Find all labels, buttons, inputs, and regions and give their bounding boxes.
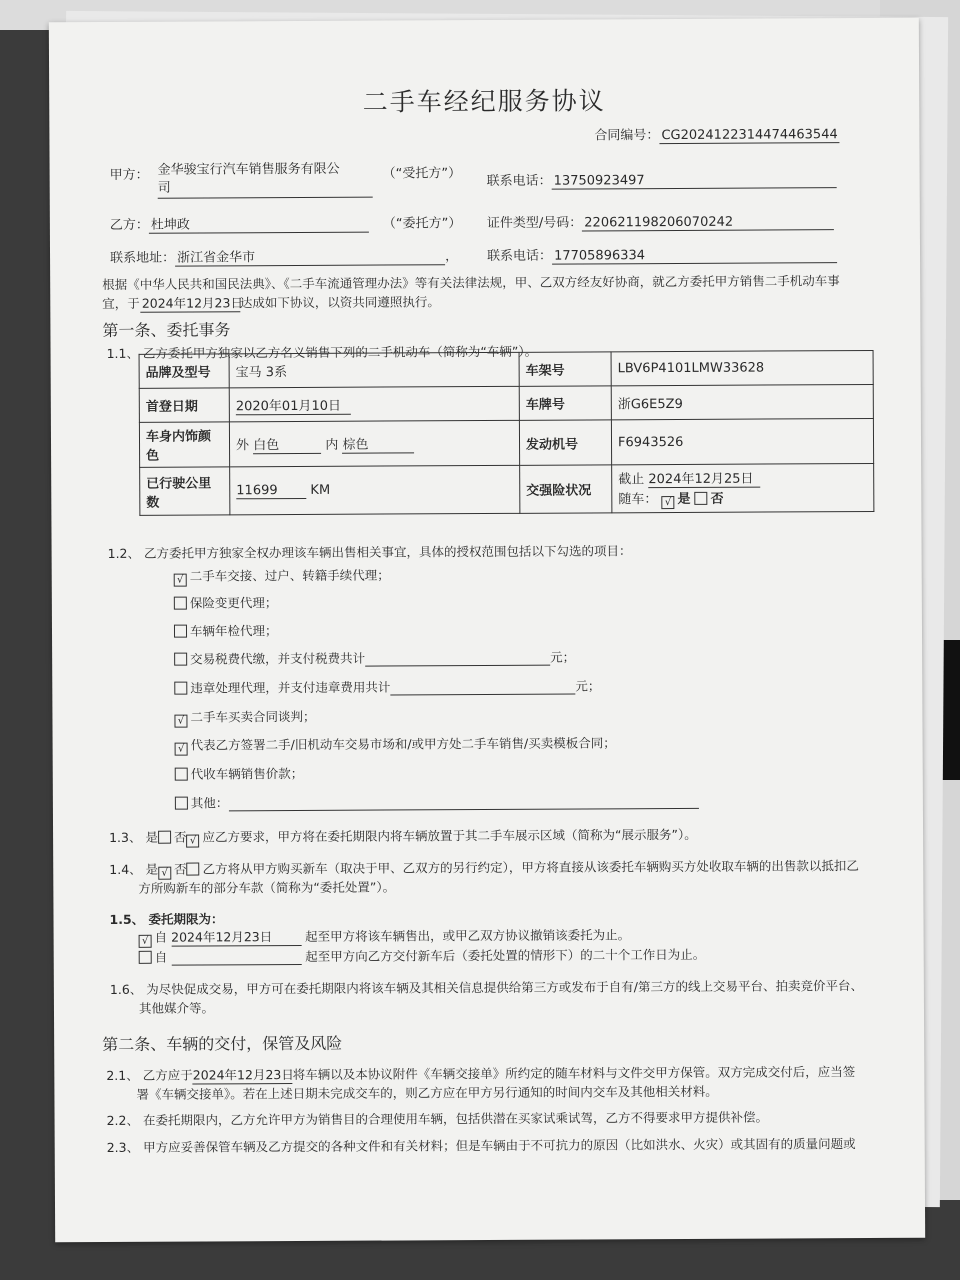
plate-value: 浙G6E5Z9 bbox=[611, 384, 873, 419]
auth-item-blank[interactable] bbox=[228, 793, 698, 811]
c13-text: 应乙方要求，甲方将在委托期限内将车辆放置于其二手车展示区域（简称为“展示服务”）。 bbox=[202, 826, 697, 845]
party-a-phone-value: 13750923497 bbox=[552, 172, 837, 189]
ins-until-date: 2024年12月25日 bbox=[648, 468, 760, 489]
clause-1-3-number: 1.3、 bbox=[109, 829, 142, 845]
auth-item-blank[interactable] bbox=[390, 679, 575, 696]
clause-2-1-line2: 署《车辆交接单》。若在上述日期未完成交车的，则乙方应在甲方另行通知的时间内交车及其他相关材料。 bbox=[136, 1083, 718, 1102]
phone-label: 联系电话： bbox=[487, 248, 553, 264]
clause-2-2-number: 2.2、 bbox=[106, 1112, 139, 1128]
auth-item-label: 代收车辆销售价款； bbox=[190, 765, 304, 782]
c21-text: 将车辆以及本协议附件《车辆交接单》所约定的随车材料与文件交甲方保管。双方完成交付后，应当签 bbox=[292, 1064, 856, 1083]
clause-1-5-number: 1.5、 bbox=[109, 911, 145, 927]
engine-value: F6943526 bbox=[611, 418, 873, 464]
clause-1-4-line2: 方所购新车的部分车款（简称为“委托处置”）。 bbox=[138, 879, 396, 896]
clause-2-3 bbox=[107, 1134, 856, 1156]
intro-prefix: 宜，于 bbox=[102, 295, 140, 312]
auth-item-label: 其他： bbox=[190, 795, 229, 811]
party-a-name-line2: 司 bbox=[157, 180, 171, 196]
c13-yes-checkbox[interactable] bbox=[158, 831, 171, 844]
delivery-date: 2024年12月23日 bbox=[192, 1067, 294, 1083]
sign-date: 2024年12月23日 bbox=[140, 293, 240, 313]
ins-yes-checkbox[interactable]: √ bbox=[661, 496, 674, 509]
auth-item-suffix: 元； bbox=[550, 649, 576, 665]
address-value: 浙江省金华市 bbox=[175, 245, 445, 266]
auth-item-checkbox[interactable] bbox=[174, 653, 187, 666]
auth-item-checkbox[interactable] bbox=[174, 682, 187, 695]
clause-1-4-number: 1.4、 bbox=[109, 861, 142, 877]
reg-date-value: 2020年01月10日 bbox=[236, 394, 351, 415]
ins-until-label: 截止 bbox=[618, 472, 645, 488]
c23-text: 甲方应妥善保管车辆及乙方提交的各种文件和有关材料；但是车辆由于不可抗力的原因（比如洪水、火灾）或其固有的质量问题或 bbox=[143, 1136, 856, 1155]
auth-item-blank[interactable] bbox=[365, 650, 550, 667]
mileage-unit: KM bbox=[310, 482, 331, 498]
party-a-role: （“受托方”） bbox=[382, 166, 462, 182]
insurance-until bbox=[618, 467, 867, 488]
c13-yes-label: 是 bbox=[145, 829, 159, 845]
term-option-1-text: 起至甲方将该车辆售出，或甲乙双方协议撤销该委托为止。 bbox=[305, 927, 631, 944]
clause-2-2 bbox=[107, 1108, 768, 1129]
clause-1-6 bbox=[110, 976, 863, 998]
party-b-address bbox=[110, 245, 458, 267]
engine-label: 发动机号 bbox=[519, 420, 611, 465]
term-option-2 bbox=[139, 945, 706, 966]
mileage-value: 11699 bbox=[236, 482, 306, 498]
auth-item-label: 交易税费代缴，并支付税费共计 bbox=[190, 650, 366, 667]
c14-yes-label: 是 bbox=[145, 861, 159, 877]
insurance-cell bbox=[612, 463, 874, 512]
clause-1-3 bbox=[109, 825, 697, 848]
brand-value: 宝马 3系 bbox=[229, 352, 519, 388]
c14-yes-checkbox[interactable]: √ bbox=[158, 867, 171, 880]
contract-number bbox=[594, 123, 839, 144]
contract-number-label: 合同编号： bbox=[594, 128, 660, 144]
term-option-2-text: 起至甲方向乙方交付新车后（委托处置的情形下）的二十个工作日为止。 bbox=[305, 946, 706, 964]
auth-item-label: 车辆年检代理； bbox=[189, 623, 278, 639]
ins-no-checkbox[interactable] bbox=[695, 492, 708, 505]
party-a-label: 甲方： bbox=[109, 167, 149, 183]
table-row bbox=[140, 463, 874, 515]
auth-item-checkbox[interactable] bbox=[175, 768, 188, 781]
auth-item-checkbox[interactable] bbox=[175, 797, 188, 810]
party-b-role: （“委托方”） bbox=[382, 216, 462, 232]
party-b-id bbox=[487, 210, 834, 232]
c14-no-checkbox[interactable] bbox=[187, 863, 200, 876]
party-a-name-line1: 金华骏宝行汽车销售服务有限公 bbox=[157, 161, 340, 178]
clause-1-5-title: 委托期限为： bbox=[148, 911, 224, 927]
clause-1-1: 1.1、 乙方委托甲方独家以乙方名义销售下列的二手机动车（简称为“车辆”）。 bbox=[106, 343, 538, 361]
auth-item-label: 二手车买卖合同谈判； bbox=[190, 708, 316, 725]
int-label: 内 bbox=[325, 437, 339, 453]
auth-item bbox=[175, 733, 616, 755]
intro-suffix: 达成如下协议，以资共同遵照执行。 bbox=[239, 294, 440, 311]
address-label: 联系地址： bbox=[110, 250, 176, 266]
party-b-phone-value: 17705896334 bbox=[552, 247, 837, 264]
ins-with-label: 随车： bbox=[618, 492, 658, 508]
contract-page bbox=[49, 18, 925, 1243]
article-1-heading: 第一条、委托事务 bbox=[102, 320, 231, 341]
term-start-date: 2024年12月23日 bbox=[171, 927, 301, 947]
auth-item bbox=[174, 648, 575, 668]
table-row bbox=[139, 350, 873, 388]
reg-date-label: 首登日期 bbox=[139, 388, 229, 422]
contract-number-value: CG2024122314474463544 bbox=[661, 127, 838, 144]
vin-label: 车架号 bbox=[519, 352, 611, 386]
mileage-label: 已行驶公里数 bbox=[140, 467, 230, 515]
auth-item bbox=[174, 566, 390, 587]
phone-label: 联系电话： bbox=[486, 173, 552, 189]
int-color: 棕色 bbox=[342, 433, 414, 453]
party-b bbox=[110, 213, 369, 234]
auth-item-label: 违章处理代理，并支付违章费用共计 bbox=[190, 679, 391, 696]
c14-text-1: 乙方将从甲方购买新车（取决于甲、乙双方的另行约定），甲方将直接从该委托车辆购买方处收取车辆的出售款以抵扣乙 bbox=[202, 858, 859, 877]
id-label: 证件类型/号码： bbox=[486, 215, 583, 231]
auth-item-suffix: 元； bbox=[575, 678, 601, 694]
ext-color: 白色 bbox=[253, 434, 321, 454]
reg-date-cell bbox=[229, 386, 519, 422]
c16-text-1: 为尽快促成交易，甲方可在委托期限内将该车辆及其相关信息提供给第三方或发布于自有/第三方的线上交易平台、拍卖竞价平台、 bbox=[146, 978, 863, 997]
auth-item-label: 保险变更代理； bbox=[189, 595, 278, 611]
auth-item-checkbox[interactable]: √ bbox=[175, 743, 188, 756]
clause-2-1-number: 2.1、 bbox=[106, 1067, 139, 1083]
intro-line-1: 根据《中华人民共和国民法典》、《二手车流通管理办法》等有关法律法规，甲、乙双方经友好协商，就乙方委托甲方销售二手机动车事 bbox=[102, 273, 840, 293]
term-option-2-checkbox[interactable] bbox=[139, 951, 152, 964]
term-option-2-from: 自 bbox=[154, 949, 168, 965]
plate-label: 车牌号 bbox=[519, 386, 611, 420]
auth-item bbox=[174, 707, 315, 728]
clause-1-2: 1.2、 乙方委托甲方独家全权办理该车辆出售相关事宜，具体的授权范围包括以下勾选的项目： bbox=[107, 543, 632, 561]
auth-item bbox=[174, 621, 278, 640]
table-row bbox=[139, 418, 873, 467]
brand-label: 品牌及型号 bbox=[139, 354, 229, 388]
vehicle-table bbox=[139, 350, 875, 516]
party-a-phone bbox=[487, 168, 837, 190]
clause-1-5 bbox=[109, 909, 223, 928]
c14-no-label: 否 bbox=[174, 861, 187, 877]
c21-prefix: 乙方应于 bbox=[142, 1067, 193, 1083]
c22-text: 在委托期限内，乙方允许甲方为销售目的合理使用车辆，包括供潜在买家试乘试驾，乙方不得要求甲方提供补偿。 bbox=[142, 1109, 768, 1128]
c13-no-label: 否 bbox=[173, 829, 187, 845]
color-label: 车身内饰颜色 bbox=[139, 422, 229, 467]
clause-1-6-line2: 其他媒介等。 bbox=[138, 1000, 215, 1016]
clause-2-3-number: 2.3、 bbox=[106, 1139, 140, 1155]
address-comma: ， bbox=[445, 249, 459, 265]
insurance-with-car bbox=[618, 487, 867, 509]
color-cell bbox=[229, 420, 519, 467]
insurance-label: 交强险状况 bbox=[520, 465, 612, 513]
document-title: 二手车经纪服务协议 bbox=[362, 86, 606, 117]
auth-item-checkbox[interactable]: √ bbox=[174, 574, 187, 587]
ins-yes-label: 是 bbox=[677, 491, 691, 508]
term-option-1 bbox=[139, 925, 631, 948]
article-2-heading: 第二条、车辆的交付，保管及风险 bbox=[102, 1033, 343, 1055]
auth-item bbox=[175, 791, 699, 812]
term-option-1-from: 自 bbox=[154, 929, 168, 945]
clause-1-6-number: 1.6、 bbox=[109, 981, 143, 997]
party-b-label: 乙方： bbox=[109, 217, 149, 233]
c13-no-checkbox[interactable]: √ bbox=[186, 835, 199, 848]
id-number: 220621198206070242 bbox=[582, 214, 834, 231]
auth-item-checkbox[interactable] bbox=[174, 597, 187, 610]
party-a-name bbox=[158, 161, 373, 199]
party-b-phone bbox=[487, 243, 837, 265]
intro-line-2 bbox=[102, 292, 440, 313]
clause-1-4 bbox=[109, 856, 859, 880]
auth-item bbox=[175, 764, 304, 783]
vin-value: LBV6P4101LMW33628 bbox=[611, 350, 873, 385]
auth-item-label: 代表乙方签署二手/旧机动车交易市场和/或甲方处二手车销售/买卖模板合同； bbox=[190, 735, 616, 753]
clause-2-1 bbox=[106, 1062, 855, 1085]
party-b-name: 杜坤政 bbox=[149, 213, 369, 234]
auth-item-label: 二手车交接、过户、转籍手续代理； bbox=[189, 567, 390, 584]
auth-item bbox=[174, 676, 600, 696]
mileage-cell bbox=[230, 465, 520, 515]
ins-no-label: 否 bbox=[710, 491, 724, 507]
ext-label: 外 bbox=[235, 438, 250, 454]
table-row bbox=[139, 384, 873, 422]
term-option-1-checkbox[interactable]: √ bbox=[139, 935, 152, 948]
auth-item bbox=[174, 593, 278, 612]
auth-item-checkbox[interactable] bbox=[174, 625, 187, 638]
auth-item-checkbox[interactable]: √ bbox=[174, 715, 187, 728]
